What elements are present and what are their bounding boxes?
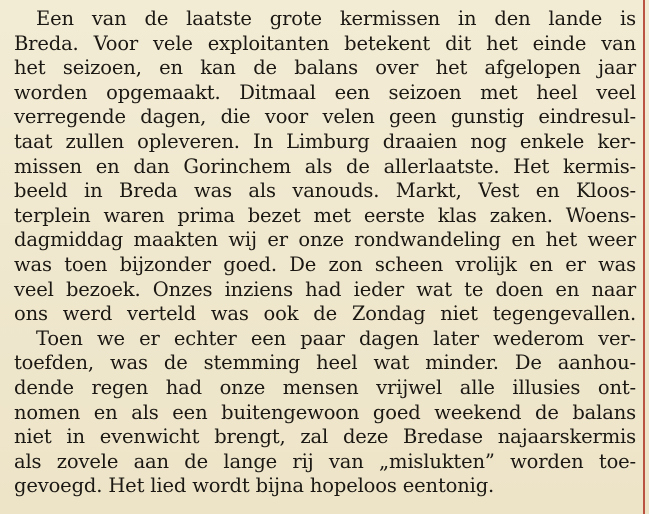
article-line: veel bezoek. Onzes inziens had ieder wat te doen en naar (14, 277, 636, 301)
page-edge-line (643, 0, 645, 514)
article-line: Een van de laatste grote kermissen in den lande is (36, 7, 636, 30)
article-body (14, 7, 636, 499)
article-line: gevoegd. Het lied wordt bijna hopeloos eentonig. (14, 474, 495, 498)
article-line: was toen bijzonder goed. De zon scheen vrolijk en er was (14, 252, 636, 276)
article-line: dagmiddag maakten wij er onze rondwandeling en het weer (14, 228, 636, 252)
article-line: toefden, was de stemming heel wat minder. De aanhou- (14, 351, 636, 375)
article-line: Toen we er echter een paar dagen later wederom ver- (36, 326, 636, 350)
article-line: missen en dan Gorinchem als de allerlaatste. Het kermis- (14, 154, 636, 178)
article-line: het seizoen, en kan de balans over het afgelopen jaar (14, 56, 636, 80)
article-line: ons werd verteld was ook de Zondag niet tegengevallen. (14, 302, 636, 326)
article-line: niet in evenwicht brengt, zal deze Bredase najaarskermis (14, 425, 636, 449)
article-line: terplein waren prima bezet met eerste klas zaken. Woens- (14, 203, 636, 227)
article-line: worden opgemaakt. Ditmaal een seizoen met heel veel (14, 80, 636, 104)
article-line: verregende dagen, die voor velen geen gunstig eindresul- (14, 105, 636, 129)
article-line: als zovele aan de lange rij van „mislukten” worden toe- (14, 449, 636, 473)
article-line: beeld in Breda was als vanouds. Markt, Vest en Kloos- (14, 179, 636, 203)
article-line: taat zullen opleveren. In Limburg draaien nog enkele ker- (14, 129, 636, 153)
article-line: dende regen had onze mensen vrijwel alle illusies ont- (14, 375, 636, 399)
article-line: nomen en als een buitengewoon goed weekend de balans (14, 400, 636, 424)
article-line: Breda. Voor vele exploitanten betekent dit het einde van (14, 31, 636, 55)
